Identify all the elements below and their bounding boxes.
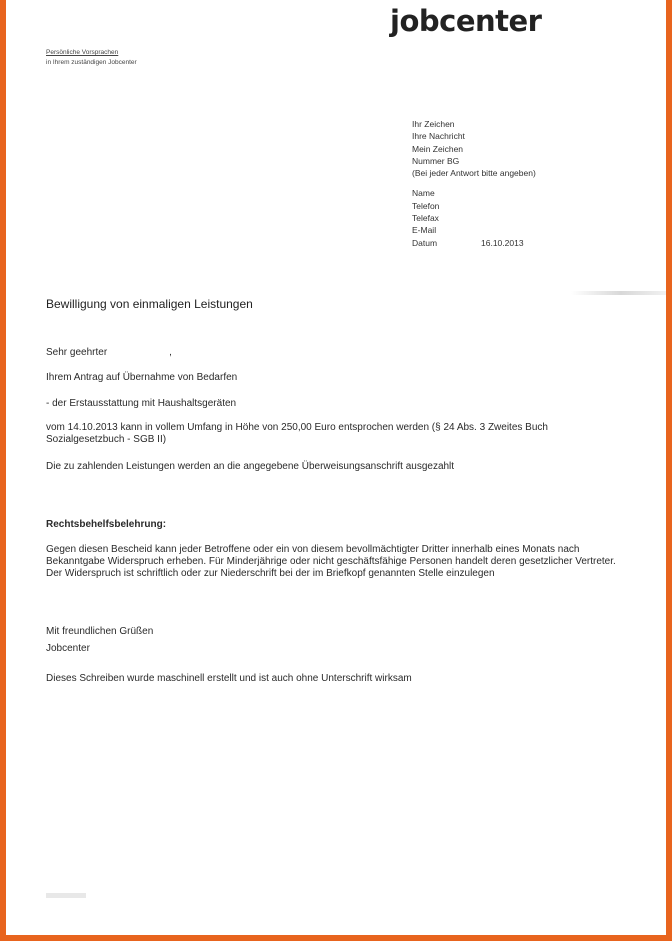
scan-artifact-bottom — [46, 893, 86, 898]
ref-note: (Bei jeder Antwort bitte angeben) — [412, 168, 536, 179]
scan-artifact — [571, 291, 671, 295]
salutation-comma: , — [169, 347, 172, 358]
ref-your-sign: Ihr Zeichen — [412, 119, 455, 129]
return-address-line-1: Persönliche Vorsprachen — [46, 49, 119, 56]
salutation-text: Sehr geehrter — [46, 347, 108, 358]
sender-line: Jobcenter — [46, 643, 90, 654]
closing-line: Mit freundlichen Grüßen — [46, 626, 154, 637]
item-line: - der Erstausstattung mit Haushaltsgeräten — [46, 398, 237, 409]
salutation — [46, 347, 172, 358]
intro-line: Ihrem Antrag auf Übernahme von Bedarfen — [46, 372, 238, 383]
jobcenter-logo: jobcenter — [390, 4, 542, 38]
date-row — [412, 237, 536, 249]
letter-subject: Bewilligung von einmaligen Leistungen — [46, 297, 253, 311]
date-label: Datum — [412, 237, 438, 248]
return-address-line-2: in Ihrem zuständigen Jobcenter — [46, 59, 137, 66]
ref-your-message: Ihre Nachricht — [412, 131, 465, 142]
contact-name: Name — [412, 188, 435, 199]
ref-bg-number: Nummer BG — [412, 155, 460, 166]
payment-line: Die zu zahlenden Leistungen werden an die angegebene Überweisungsanschrift ausgezahlt — [46, 461, 455, 472]
contact-email: E-Mail — [412, 225, 437, 236]
contact-phone: Telefon — [412, 200, 440, 211]
return-address — [46, 48, 137, 68]
ref-my-sign: Mein Zeichen — [412, 143, 464, 154]
date-value: 16.10.2013 — [481, 237, 524, 248]
legal-paragraph: Gegen diesen Bescheid kann jeder Betroffene oder ein von diesem bevollmächtigter Dritter innerhalb eines Monats nach Bekanntgabe Widerspruch erheben. Für Minderjährige oder nicht geschäftsfähige Personen handelt deren gesetzlicher Vertreter. Der Widerspruch ist schriftlich oder zur Niederschrift bei der im Briefkopf genannten Stelle einzulegen — [46, 544, 616, 579]
legal-heading: Rechtsbehelfsbelehrung: — [46, 519, 167, 530]
reference-info-block — [412, 118, 536, 249]
contact-fax: Telefax — [412, 213, 439, 224]
footer-note: Dieses Schreiben wurde maschinell erstellt und ist auch ohne Unterschrift wirksam — [46, 673, 412, 684]
grant-paragraph: vom 14.10.2013 kann in vollem Umfang in Höhe von 250,00 Euro entsprochen werden (§ 24 Abs. 3 Zweites Buch Sozialgesetzbuch - SGB II) — [46, 422, 548, 445]
